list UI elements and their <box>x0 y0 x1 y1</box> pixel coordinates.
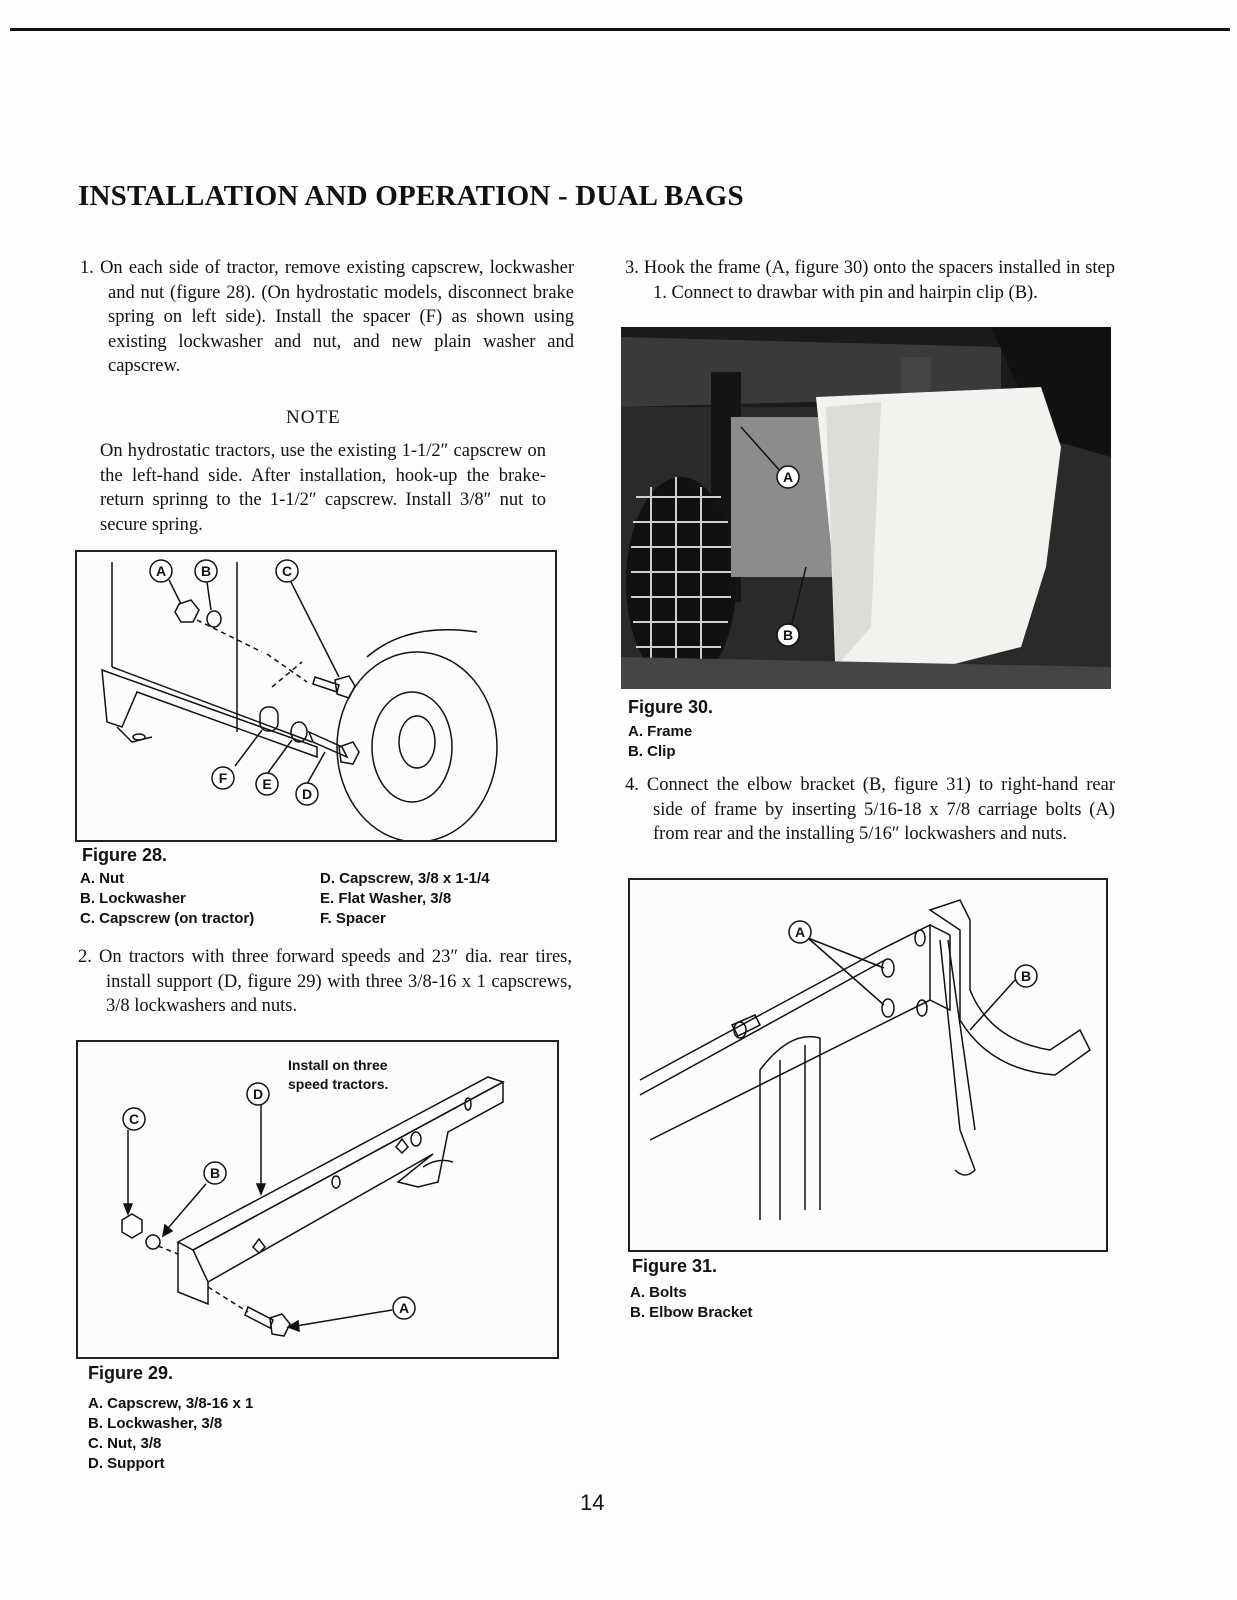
fig29-callout-d: D <box>252 1086 264 1102</box>
step-4-text: 4. Connect the elbow bracket (B, figure 31) to right-hand rear side of frame by inserting 5/16-18 x 7/8 carriage bolts (A) from rear and the installing 5/16″ lockwashers and nuts. <box>625 775 1115 844</box>
legend-item: A. Bolts <box>630 1284 687 1301</box>
fig29-annotation-line2: speed tractors. <box>288 1076 389 1092</box>
figure-30-title: Figure 30. <box>628 697 714 717</box>
fig28-callout-f: F <box>218 770 228 786</box>
figure-28-title: Figure 28. <box>82 845 168 865</box>
legend-item: C. Capscrew (on tractor) <box>80 910 255 927</box>
note-heading: NOTE <box>286 407 341 428</box>
fig29-callout-c: C <box>128 1111 140 1127</box>
figure-29-title: Figure 29. <box>88 1363 174 1383</box>
fig29-callout-b: B <box>209 1165 221 1181</box>
figure-31-illustration <box>630 880 1106 1250</box>
fig28-callout-e: E <box>262 776 272 792</box>
fig31-callout-a: A <box>794 924 806 940</box>
page-title: INSTALLATION AND OPERATION - DUAL BAGS <box>78 180 744 212</box>
legend-item: A. Frame <box>628 723 693 740</box>
figure-31-legend <box>630 1283 753 1323</box>
fig28-callout-d: D <box>301 786 313 802</box>
figure-29-legend <box>88 1394 253 1474</box>
legend-item: F. Spacer <box>320 910 386 927</box>
fig30-callout-a: A <box>782 469 794 485</box>
step-3-text: 3. Hook the frame (A, figure 30) onto the spacers installed in step 1. Connect to drawbar with pin and hairpin clip (B). <box>625 258 1115 303</box>
fig29-callout-a: A <box>398 1300 410 1316</box>
legend-item: D. Capscrew, 3/8 x 1-1/4 <box>320 870 490 887</box>
legend-item: A. Capscrew, 3/8-16 x 1 <box>88 1395 254 1412</box>
note-body: On hydrostatic tractors, use the existing 1-1/2″ capscrew on the left-hand side. After installation, hook-up the brake-return sprinng to the 1-1/2″ capscrew. Install 3/8″ nut to secure spring. <box>100 441 546 535</box>
legend-item: B. Clip <box>628 743 676 760</box>
legend-item: B. Lockwasher, 3/8 <box>88 1415 223 1432</box>
figure-28-illustration <box>77 552 555 840</box>
legend-item: A. Nut <box>80 870 125 887</box>
legend-item: E. Flat Washer, 3/8 <box>320 890 452 907</box>
fig28-callout-a: A <box>155 563 167 579</box>
figure-29-illustration <box>78 1042 557 1357</box>
figure-30-photo <box>621 327 1111 689</box>
figure-28-legend-left <box>80 869 254 929</box>
top-rule <box>10 28 1230 31</box>
fig30-callout-b: B <box>782 627 794 643</box>
legend-item: B. Lockwasher <box>80 890 186 907</box>
figure-28-legend-right <box>320 869 490 929</box>
step-1-text: 1. On each side of tractor, remove existing capscrew, lockwasher and nut (figure 28). (On hydrostatic models, disconnect brake spring on left side). Install the spacer (F) as shown using existing lockwasher and nut, and new plain washer and capscrew. <box>80 258 574 376</box>
figure-31-diagram <box>628 878 1108 1252</box>
step-2-text: 2. On tractors with three forward speeds and 23″ dia. rear tires, install support (D, figure 29) with three 3/8-16 x 1 capscrews, 3/8 lockwashers and nuts. <box>78 947 572 1016</box>
figure-29-diagram <box>76 1040 559 1359</box>
figure-30-illustration <box>621 327 1111 689</box>
page-number: 14 <box>580 1490 605 1515</box>
fig28-callout-c: C <box>281 563 293 579</box>
legend-item: D. Support <box>88 1455 165 1472</box>
fig31-callout-b: B <box>1020 968 1032 984</box>
legend-item: B. Elbow Bracket <box>630 1304 753 1321</box>
figure-28-diagram <box>75 550 557 842</box>
fig29-annotation-line1: Install on three <box>288 1057 388 1073</box>
legend-item: C. Nut, 3/8 <box>88 1435 162 1452</box>
fig28-callout-b: B <box>200 563 212 579</box>
figure-30-legend <box>628 722 692 762</box>
figure-31-title: Figure 31. <box>632 1256 718 1276</box>
